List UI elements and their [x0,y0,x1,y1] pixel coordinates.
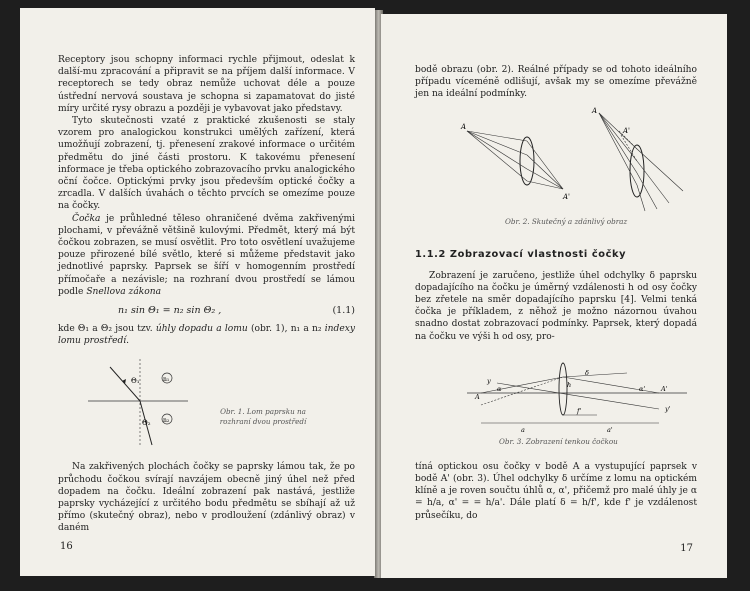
term-cocka: Čočka [72,213,101,224]
fig3-label-y: y [487,376,491,385]
paragraph-after-equation [58,323,355,347]
paragraph-curved-surfaces: Na zakřivených plochách čočky se paprsky lámou tak, že po průchodu čočkou svírají navzájem obecně jiný úhel než před dopadem na čočku. Ideální zobrazení pak nastává, jestliže paprsky vycházející z určitého bodu předmětu se sbíhají až už přímo (skutečný obraz), nebo v prodloužení (zdánlivý obraz) v daném [58,462,355,534]
equation-text: n₁ sin Θ₁ = n₂ sin Θ₂ , [118,305,222,317]
fig3-label-h: h [567,380,572,389]
fig3-label-alpha1: α' [639,384,646,393]
equation-number: (1.1) [332,305,355,317]
term-refractive-index: indexy lomu prostředí. [58,324,355,347]
paragraph-image-point: bodě obrazu (obr. 2). Reálné případy se od tohoto ideálního případu víceméně odlišují, avšak my se omezíme převážně jen na ideální podmínky. [415,65,697,100]
refraction-diagram [88,353,198,451]
figure-3 [415,353,697,449]
figure-2-caption: Obr. 2. Skutečný a zdánlivý obraz [505,216,628,226]
fig3-label-a1: a' [607,425,613,434]
fig3-label-alpha: α [497,384,502,393]
fig3-label-f: f' [577,406,582,415]
fig2-label-A1-right: A' [623,126,630,135]
fig3-label-A1: A' [661,384,668,393]
after-eq-text-2: (obr. 1), n₁ a n₂ [247,324,325,335]
after-eq-text-1: kde Θ₁ a Θ₂ jsou tzv. [58,324,156,335]
section-heading: 1.1.2 Zobrazovací vlastnosti čočky [415,248,627,260]
fig2-label-A1-left: A' [563,192,570,201]
figure-1-caption: Obr. 1. Lom paprsku na rozhraní dvou prostředí [219,407,307,427]
label-theta1: Θ₁ [131,377,140,386]
paragraph-imaging-condition: Zobrazení je zaručeno, jestliže úhel odchylky δ paprsku dopadajícího na čočku je úměrný vzdálenosti h od osy čočky bez zřetele na směr dopadajícího paprsku [4]. Velmi tenká čočka je příkladem, z něhož je možno názornou úvahou snadno dostat zobrazovací podmínky. Paprsek, který dopadá na čočku ve výši h od osy, pro- [415,270,697,342]
snell-equation [58,305,355,316]
fig3-label-A: A [475,392,480,401]
fig3-label-a: a [521,425,525,434]
fig3-label-delta: δ [585,368,589,377]
page-number-right: 17 [680,543,693,554]
label-theta2: Θ₂ [142,419,151,428]
figure-2 [415,103,697,231]
label-n2: n₂ [163,417,170,425]
figure-1 [58,353,355,453]
label-n1: n₁ [163,376,170,384]
paragraph-deviation-angle: tíná optickou osu čočky v bodě A a vystupující paprsek v bodě A' (obr. 3). Úhel odchylky δ určíme z lomu na optickém klíně a je roven součtu úhlů α, α', přičemž pro malé úhly je α = h/a, α' = = h/a'. Dále platí δ = h/f', kde f' je vzdálenost průsečíku, do [415,461,697,521]
term-angles: úhly dopadu a lomu [155,324,248,335]
thin-lens-diagram [467,353,687,435]
fig2-label-A-right: A [592,106,598,115]
term-snell-law: Snellova zákona [86,286,161,297]
paragraph-lens-definition [58,213,355,298]
paragraph-receptors: Receptory jsou schopny informaci rychle přijmout, odeslat k další-mu zpracování a připravit se na příjem další informace. V receptorech se tedy obraz nemůže uchovat déle a pouze ústřední nervová soustava je schopna si zapamatovat do jisté míry určité rysy obrazu a později je vybavovat jako představy. [58,55,355,114]
real-virtual-image-diagram [415,103,695,215]
left-page [20,8,375,576]
page-number-left: 16 [60,541,73,552]
paragraph-experience: Tyto skutečnosti vzaté z praktické zkušenosti se staly vzorem pro analogickou konstrukci umělých zařízení, která umožňují zobrazení, tj. přenesení zrakové informace o určitém předmětu do jiné části prostoru. K takovému přenesení informace je třeba optického zobrazovacího prvku analogického oční čočce. Optickými prvky jsou především optické čočky a zrcadla. V dalších úvahách o těchto prvcích se omezíme pouze na čočky. [58,116,355,212]
right-page [381,14,727,578]
fig2-label-A-left: A [461,122,467,131]
fig3-label-y1: y' [665,404,671,413]
lens-definition-text: je průhledné těleso ohraničené dvěma zakřivenými plochami, v převážně většině kulovými. Předmět, který má být čočkou zobrazen, se musí osvětlit. Pro toto osvětlení uvažujeme pouze přirozené bílé světlo, které si můžeme představit jako jednotlivé paprsky. Paprsek se šíří v homogenním prostředí přímočaře a nezávisle; na rozhraní dvou prostředí se lámou podle [58,213,355,297]
figure-3-caption: Obr. 3. Zobrazení tenkou čočkou [499,436,618,446]
